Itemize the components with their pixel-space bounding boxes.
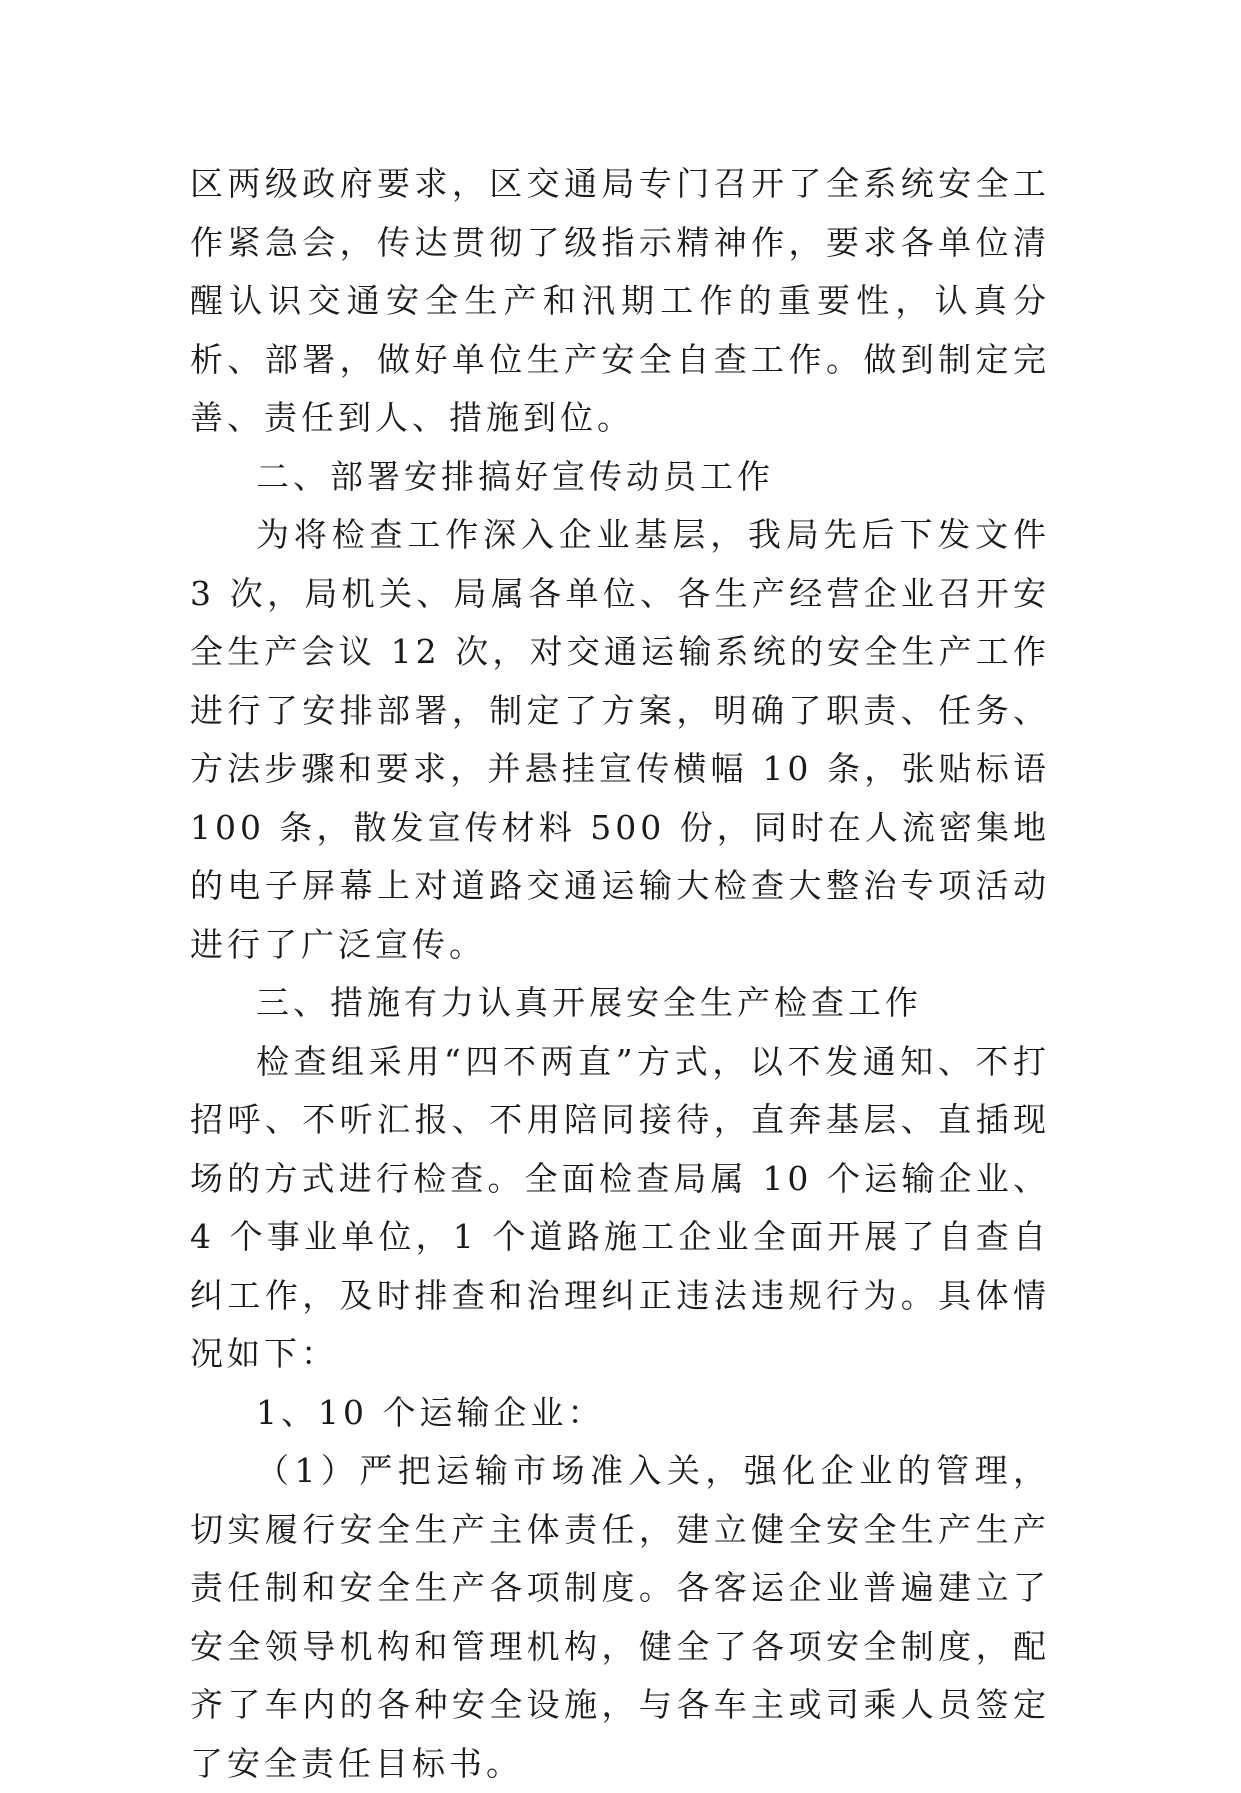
paragraph-inspection: 检查组采用“四不两直”方式，以不发通知、不打招呼、不听汇报、不用陪同接待，直奔基层、直插现场的方式进行检查。全面检查局属 10 个运输企业、4 个事业单位，1 个道路施工企业全面开展了自查自纠工作，及时排查和治理纠正违法违规行为。具体情况如下： — [190, 1041, 1050, 1373]
paragraph-item-1: （1）严把运输市场准入关，强化企业的管理，切实履行安全生产主体责任，建立健全安全生产生产责任制和安全生产各项制度。各客运企业普遍建立了安全领导机构和管理机构，健全了各项安全制度，配齐了车内的各种安全设施，与各车主或司乘人员签定了安全责任目标书。 — [190, 1451, 1050, 1783]
paragraph-publicity: 为将检查工作深入企业基层，我局先后下发文件 3 次，局机关、局属各单位、各生产经营企业召开安全生产会议 12 次，对交通运输系统的安全生产工作进行了安排部署，制定了方案，明确了职责、任务、方法步骤和要求，并悬挂宣传横幅 10 条，张贴标语 100 条，散发宣传材料 500 份，同时在人流密集地的电子屏幕上对道路交通运输大检查大整治专项活动进行了广泛宣传。 — [190, 515, 1050, 964]
subsection-heading-1: 1、10 个运输企业： — [256, 1392, 605, 1432]
paragraph-intro: 区两级政府要求，区交通局专门召开了全系统安全工作紧急会，传达贯彻了级指示精神作，要求各单位清醒认识交通安全生产和汛期工作的重要性，认真分析、部署，做好单位生产安全自查工作。做到制定完善、责任到人、措施到位。 — [190, 164, 1050, 437]
document-body — [190, 155, 1050, 1793]
section-heading-3: 三、措施有力认真开展安全生产检查工作 — [256, 983, 922, 1022]
section-heading-2: 二、部署安排搞好宣传动员工作 — [256, 456, 774, 496]
